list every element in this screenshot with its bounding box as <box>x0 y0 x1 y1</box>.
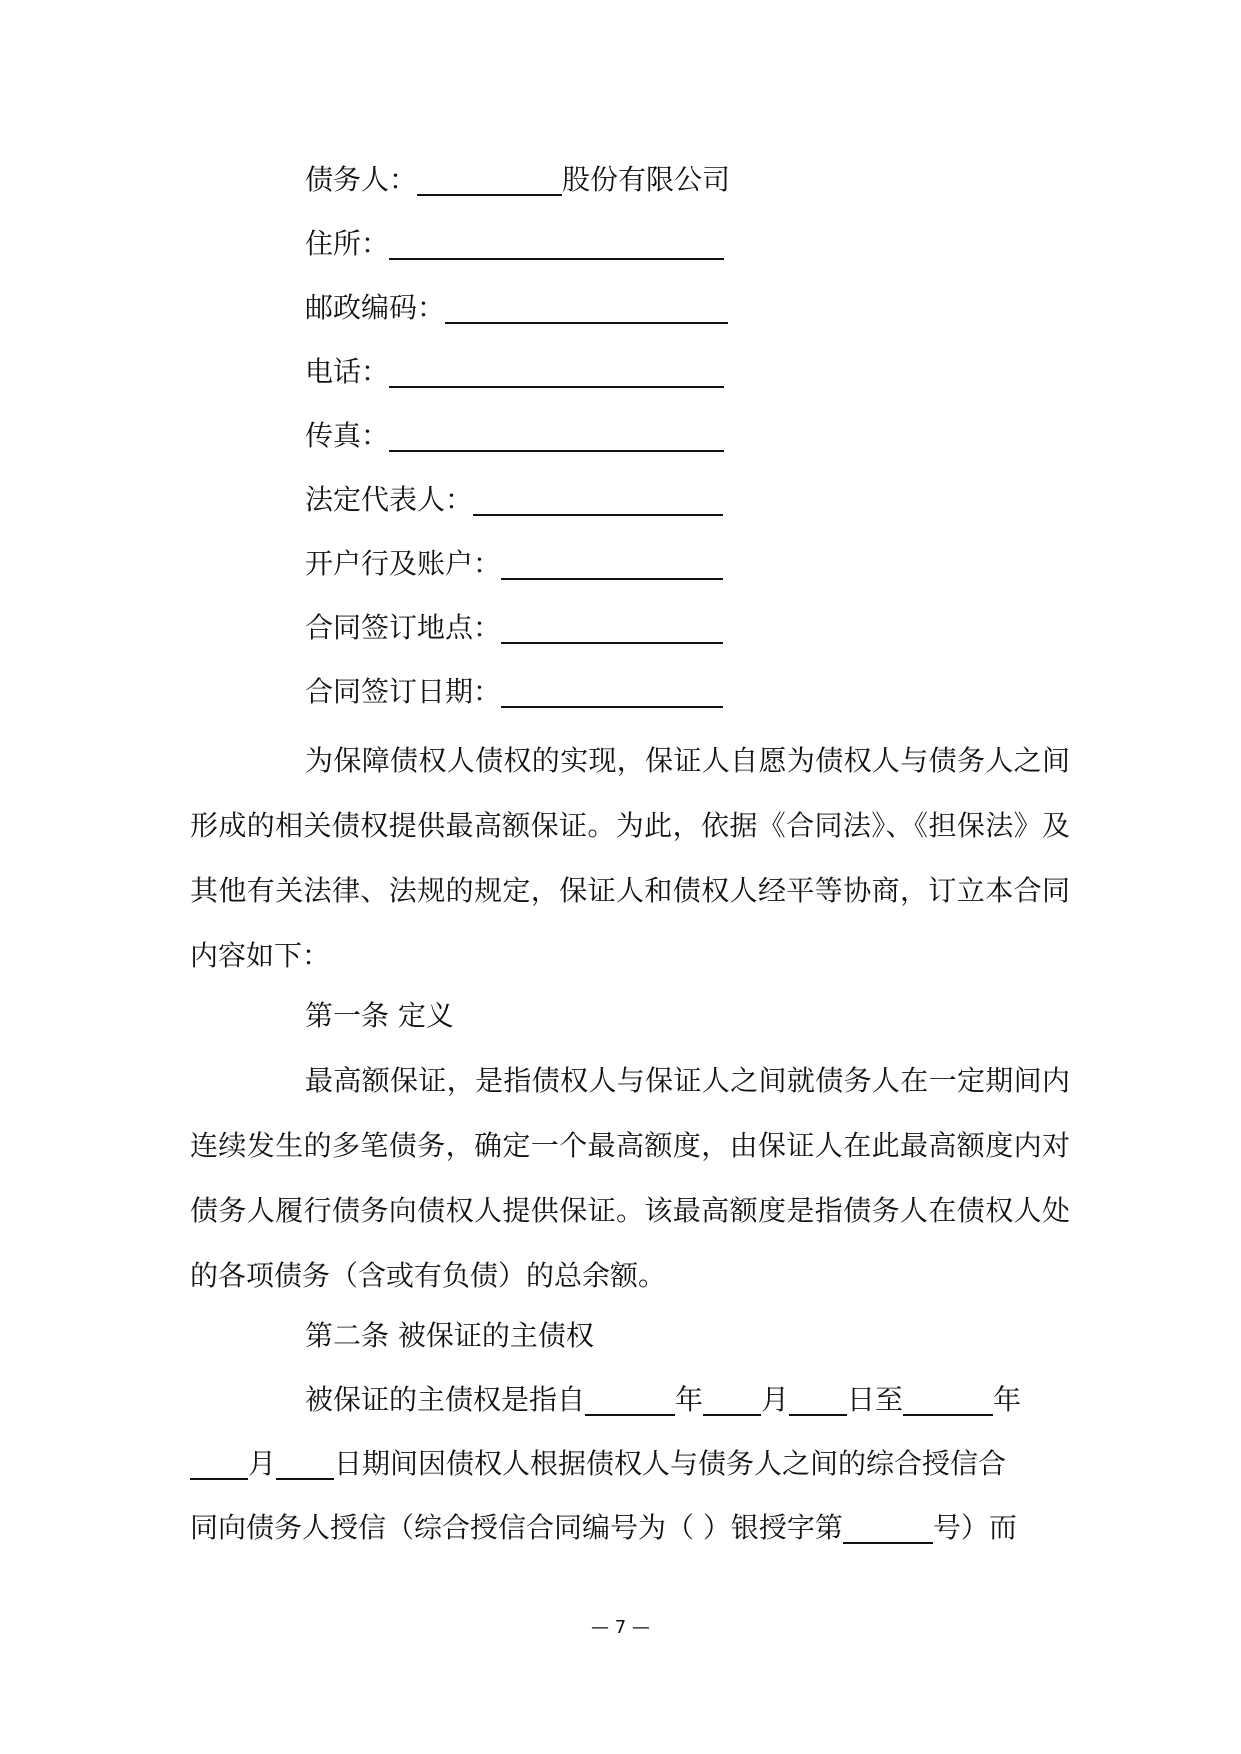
text-segment: 号）而 <box>932 1511 1017 1544</box>
article-2-line-3 <box>190 1508 1017 1548</box>
field-label: 电话： <box>305 355 390 388</box>
field-signing-place <box>305 608 723 648</box>
field-fax <box>305 416 724 456</box>
page-number: — 7 — <box>591 1617 650 1638</box>
text-segment: 月 <box>761 1383 790 1416</box>
fill-blank-day[interactable] <box>276 1448 334 1480</box>
fill-blank-year[interactable] <box>903 1384 993 1416</box>
field-label: 传真： <box>305 419 390 452</box>
text-segment: 被保证的主债权是指自 <box>305 1383 586 1416</box>
fill-blank-month[interactable] <box>703 1384 761 1416</box>
field-debtor <box>305 160 730 200</box>
field-phone <box>305 352 724 392</box>
fill-blank[interactable] <box>389 228 724 260</box>
fill-blank[interactable] <box>501 676 723 708</box>
fill-blank[interactable] <box>389 420 724 452</box>
intro-paragraph: 为保障债权人债权的实现，保证人自愿为债权人与债务人之间形成的相关债权提供最高额保证。为此，依据《合同法》、《担保法》及其他有关法律、法规的规定，保证人和债权人经平等协商，订立本合同内容如下： <box>190 744 1070 972</box>
fill-blank[interactable] <box>501 612 723 644</box>
article-2-line-1 <box>305 1380 1021 1420</box>
field-label: 债务人： <box>305 163 418 196</box>
field-address <box>305 224 724 264</box>
article-2-title: 第二条 被保证的主债权 <box>305 1319 594 1352</box>
field-suffix: 股份有限公司 <box>562 163 731 196</box>
fill-blank[interactable] <box>473 484 723 516</box>
fill-blank[interactable] <box>389 356 724 388</box>
field-signing-date <box>305 672 723 712</box>
field-label: 法定代表人： <box>305 483 474 516</box>
field-label: 合同签订地点： <box>305 611 502 644</box>
field-label: 开户行及账户： <box>305 547 502 580</box>
text-segment: 日期间因债权人根据债权人与债务人之间的综合授信合 <box>334 1447 1007 1480</box>
fill-blank-day[interactable] <box>789 1384 847 1416</box>
field-label: 住所： <box>305 227 390 260</box>
field-postcode <box>305 288 728 328</box>
text-segment: 月 <box>248 1447 277 1480</box>
fill-blank-year[interactable] <box>585 1384 675 1416</box>
text-segment: 日至 <box>847 1383 904 1416</box>
text-segment: 年 <box>993 1383 1022 1416</box>
fill-blank[interactable] <box>417 164 562 196</box>
field-bank-account <box>305 544 723 584</box>
fill-blank[interactable] <box>501 548 723 580</box>
fill-blank-month[interactable] <box>190 1448 248 1480</box>
article-1-title: 第一条 定义 <box>305 999 454 1032</box>
fill-blank-number[interactable] <box>843 1512 933 1544</box>
article-2-line-2 <box>190 1444 1006 1484</box>
field-legal-representative <box>305 480 723 520</box>
text-segment: 年 <box>675 1383 704 1416</box>
field-label: 合同签订日期： <box>305 675 502 708</box>
article-1-body: 最高额保证，是指债权人与保证人之间就债务人在一定期间内连续发生的多笔债务，确定一个最高额度，由保证人在此最高额度内对债务人履行债务向债权人提供保证。该最高额度是指债务人在债权人处的各项债务（含或有负债）的总余额。 <box>190 1064 1070 1292</box>
text-segment: 同向债务人授信（综合授信合同编号为（ ）银授字第 <box>190 1511 843 1544</box>
field-label: 邮政编码： <box>305 291 446 324</box>
fill-blank[interactable] <box>445 292 728 324</box>
